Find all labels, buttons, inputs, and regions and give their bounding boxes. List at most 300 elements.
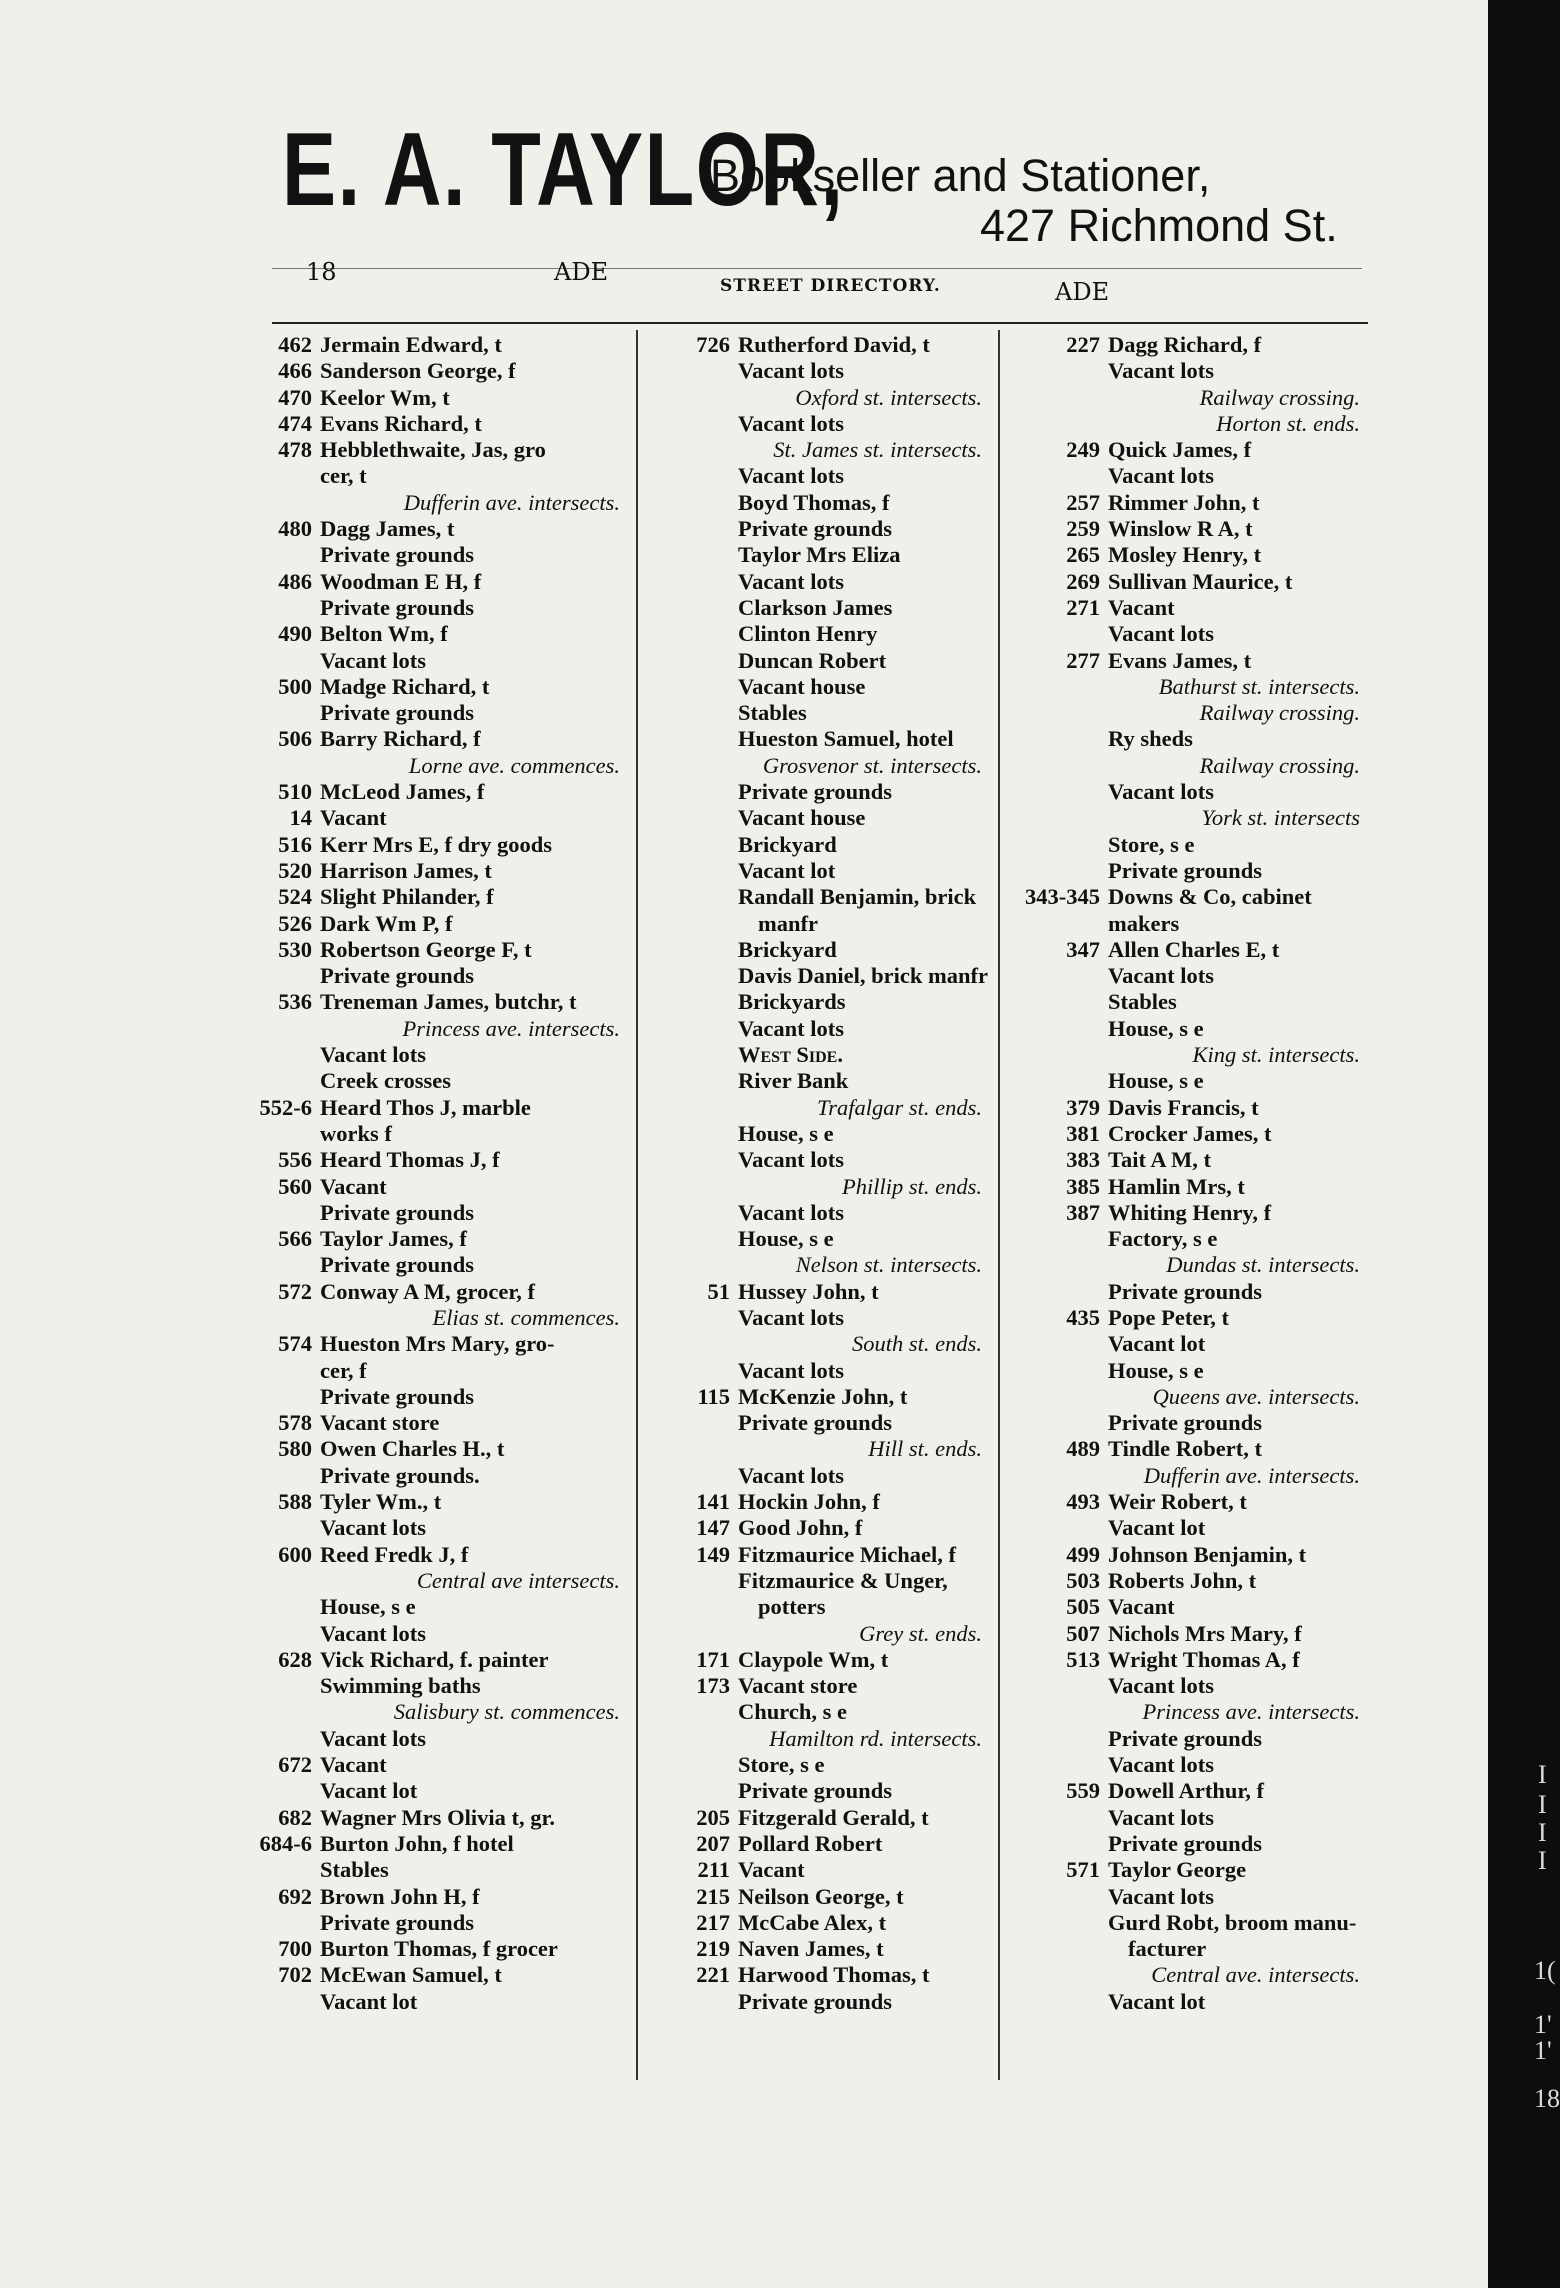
entry-text: Conway A M, grocer, f <box>320 1278 535 1304</box>
directory-entry <box>200 516 630 542</box>
entry-text: Stables <box>1108 989 1177 1015</box>
entry-text: Vacant lots <box>738 568 845 594</box>
street-number: 580 <box>278 1436 312 1462</box>
cross-street-text: Nelson st. intersects. <box>795 1252 982 1278</box>
directory-entry <box>200 1384 630 1410</box>
directory-entry <box>1000 1752 1370 1778</box>
entry-text: Vacant lots <box>738 1199 845 1225</box>
entry-text: Burton Thomas, f grocer <box>320 1936 558 1962</box>
entry-text: McKenzie John, t <box>738 1383 908 1409</box>
street-number: 600 <box>278 1541 312 1567</box>
directory-entry <box>200 1621 630 1647</box>
entry-text: Good John, f <box>738 1515 863 1541</box>
street-number: 257 <box>1066 489 1100 515</box>
entry-text: facturer <box>1128 1936 1207 1962</box>
directory-entry <box>640 805 992 831</box>
cross-street-note <box>1000 1699 1370 1725</box>
directory-entry <box>1000 1831 1370 1857</box>
street-number: 556 <box>278 1147 312 1173</box>
directory-entry <box>640 1568 992 1594</box>
entry-text: works f <box>320 1120 392 1146</box>
directory-column-1 <box>200 332 630 2015</box>
entry-text: Wagner Mrs Olivia t, gr. <box>320 1804 555 1830</box>
entry-text: Hueston Mrs Mary, gro- <box>320 1331 555 1357</box>
entry-text: Sanderson George, f <box>320 358 516 384</box>
directory-entry <box>200 1910 630 1936</box>
street-number: 572 <box>278 1278 312 1304</box>
directory-entry <box>1000 1331 1370 1357</box>
directory-entry <box>640 1463 992 1489</box>
directory-entry <box>1000 1121 1370 1147</box>
entry-text: Tyler Wm., t <box>320 1489 442 1515</box>
entry-text: Vacant lots <box>738 1462 845 1488</box>
street-number: 507 <box>1066 1620 1100 1646</box>
directory-entry <box>640 1489 992 1515</box>
cross-street-text: Central ave. intersects. <box>1151 1962 1360 1988</box>
cross-street-note <box>200 1305 630 1331</box>
entry-text: Private grounds <box>738 516 892 542</box>
directory-entry <box>200 542 630 568</box>
directory-entry <box>200 1226 630 1252</box>
edge-glyph: I <box>1538 1818 1547 1847</box>
directory-entry <box>1000 779 1370 805</box>
directory-entry <box>1000 832 1370 858</box>
directory-entry <box>200 1726 630 1752</box>
cross-street-text: Trafalgar st. ends. <box>816 1094 982 1120</box>
directory-entry <box>200 858 630 884</box>
directory-entry <box>200 1884 630 1910</box>
directory-entry <box>1000 648 1370 674</box>
street-number: 249 <box>1066 437 1100 463</box>
directory-entry <box>640 1962 992 1988</box>
street-number: 672 <box>278 1752 312 1778</box>
entry-text: Vacant lots <box>738 410 845 436</box>
directory-entry <box>200 1989 630 2015</box>
entry-text: Vacant <box>320 805 387 831</box>
entry-text: Ry sheds <box>1108 726 1193 752</box>
entry-text: Private grounds <box>1108 1278 1262 1304</box>
directory-entry <box>640 1699 992 1725</box>
entry-text: Johnson Benjamin, t <box>1108 1541 1307 1567</box>
street-number: 347 <box>1066 936 1100 962</box>
cross-street-note <box>200 1699 630 1725</box>
directory-entry <box>640 779 992 805</box>
entry-text: Weir Robert, t <box>1108 1489 1247 1515</box>
edge-glyph: 18 <box>1534 2084 1560 2113</box>
directory-entry <box>200 332 630 358</box>
entry-text: potters <box>758 1594 826 1620</box>
entry-text: Brown John H, f <box>320 1883 480 1909</box>
entry-text: Mosley Henry, t <box>1108 542 1262 568</box>
entry-text: Owen Charles H., t <box>320 1436 505 1462</box>
directory-entry <box>1000 1410 1370 1436</box>
entry-text: Gurd Robt, broom manu- <box>1108 1909 1357 1935</box>
street-number: 141 <box>696 1489 730 1515</box>
directory-entry <box>200 1831 630 1857</box>
entry-text: Private grounds <box>1108 1830 1262 1856</box>
directory-entry <box>200 1936 630 1962</box>
entry-text: Stables <box>320 1857 389 1883</box>
directory-entry <box>200 1358 630 1384</box>
street-number: 574 <box>278 1331 312 1357</box>
entry-text: Taylor George <box>1108 1857 1247 1883</box>
street-number: 211 <box>697 1857 730 1883</box>
entry-text: Vacant lot <box>320 1988 418 2014</box>
directory-entry <box>1000 1279 1370 1305</box>
cross-street-note <box>640 1252 992 1278</box>
entry-text: Vacant lot <box>1108 1331 1206 1357</box>
directory-entry <box>640 411 992 437</box>
directory-entry <box>1000 1542 1370 1568</box>
entry-text: Vacant lot <box>1108 1988 1206 2014</box>
street-number: 506 <box>278 726 312 752</box>
cross-street-text: Dundas st. intersects. <box>1166 1252 1360 1278</box>
entry-text: Vacant <box>738 1857 805 1883</box>
cross-street-text: Princess ave. intersects. <box>402 1015 620 1041</box>
entry-text: Private grounds. <box>320 1462 480 1488</box>
street-number: 173 <box>696 1673 730 1699</box>
directory-entry <box>640 1989 992 2015</box>
entry-text: Evans Richard, t <box>320 410 482 436</box>
entry-text: Treneman James, butchr, t <box>320 989 577 1015</box>
entry-text: Dagg James, t <box>320 516 455 542</box>
directory-entry <box>640 1121 992 1147</box>
cross-street-text: Dufferin ave. intersects. <box>1143 1462 1360 1488</box>
street-number: 387 <box>1066 1199 1100 1225</box>
entry-text: River Bank <box>738 1068 849 1094</box>
directory-entry <box>1000 1936 1370 1962</box>
entry-text: Taylor James, f <box>320 1226 467 1252</box>
directory-entry <box>1000 1594 1370 1620</box>
directory-entry <box>640 516 992 542</box>
directory-entry <box>200 595 630 621</box>
directory-entry <box>200 1121 630 1147</box>
street-number: 149 <box>696 1541 730 1567</box>
directory-entry <box>1000 1673 1370 1699</box>
entry-text: Vacant lots <box>738 1357 845 1383</box>
street-number: 343-345 <box>1025 884 1100 910</box>
entry-text: Vick Richard, f. painter <box>320 1646 549 1672</box>
entry-text: Belton Wm, f <box>320 621 448 647</box>
directory-entry <box>640 1068 992 1094</box>
directory-entry <box>640 1200 992 1226</box>
entry-text: Swimming baths <box>320 1673 481 1699</box>
cross-street-note <box>1000 1252 1370 1278</box>
directory-entry <box>200 1147 630 1173</box>
directory-entry <box>640 1752 992 1778</box>
entry-text: Hockin John, f <box>738 1489 880 1515</box>
entry-text: Barry Richard, f <box>320 726 481 752</box>
entry-text: cer, t <box>320 463 367 489</box>
edge-glyph: 1' <box>1534 2010 1552 2039</box>
directory-entry <box>200 1962 630 1988</box>
street-number: 505 <box>1066 1594 1100 1620</box>
entry-text: Vacant lots <box>738 1147 845 1173</box>
directory-entry <box>640 332 992 358</box>
directory-entry <box>200 1805 630 1831</box>
cross-street-text: South st. ends. <box>851 1331 982 1357</box>
directory-entry <box>200 989 630 1015</box>
directory-entry <box>200 1436 630 1462</box>
cross-street-text: Grosvenor st. intersects. <box>762 752 982 778</box>
directory-entry <box>640 963 992 989</box>
directory-entry <box>640 937 992 963</box>
entry-text: Claypole Wm, t <box>738 1646 889 1672</box>
directory-entry <box>200 1068 630 1094</box>
entry-text: Private grounds <box>320 1383 474 1409</box>
entry-text: Vacant <box>1108 1594 1175 1620</box>
street-number: 503 <box>1066 1567 1100 1593</box>
directory-entry <box>640 1410 992 1436</box>
street-number: 466 <box>278 358 312 384</box>
directory-entry <box>640 1884 992 1910</box>
directory-entry <box>1000 858 1370 884</box>
directory-entry <box>1000 989 1370 1015</box>
directory-entry <box>1000 937 1370 963</box>
street-number: 571 <box>1066 1857 1100 1883</box>
entry-text: Pope Peter, t <box>1108 1304 1229 1330</box>
left-running-key: ADE <box>554 258 609 286</box>
directory-entry <box>640 490 992 516</box>
cross-street-note <box>1000 1042 1370 1068</box>
directory-entry <box>1000 1778 1370 1804</box>
right-running-key: ADE <box>1055 278 1110 306</box>
directory-entry <box>200 726 630 752</box>
edge-glyph: I <box>1538 1846 1547 1875</box>
entry-text: House, s e <box>738 1226 834 1252</box>
street-number: 490 <box>278 621 312 647</box>
directory-entry <box>1000 1358 1370 1384</box>
entry-text: Store, s e <box>738 1752 825 1778</box>
directory-entry <box>1000 884 1370 910</box>
entry-text: Vacant lots <box>1108 463 1215 489</box>
entry-text: Factory, s e <box>1108 1226 1218 1252</box>
entry-text: Private grounds <box>738 779 892 805</box>
street-number: 205 <box>696 1804 730 1830</box>
directory-entry <box>640 1857 992 1883</box>
edge-glyph: 1' <box>1534 2036 1552 2065</box>
page-number: 18 <box>306 258 337 286</box>
entry-text: Allen Charles E, t <box>1108 936 1280 962</box>
street-number: 379 <box>1066 1094 1100 1120</box>
directory-entry <box>640 1805 992 1831</box>
entry-text: Private grounds <box>1108 1725 1262 1751</box>
directory-entry <box>200 911 630 937</box>
entry-text: Hamlin Mrs, t <box>1108 1173 1245 1199</box>
directory-entry <box>200 569 630 595</box>
cross-street-note <box>640 1331 992 1357</box>
directory-entry <box>1000 1515 1370 1541</box>
entry-text: Wright Thomas A, f <box>1108 1646 1300 1672</box>
directory-entry <box>1000 1147 1370 1173</box>
entry-text: Clinton Henry <box>738 621 878 647</box>
street-number: 524 <box>278 884 312 910</box>
street-number: 486 <box>278 568 312 594</box>
street-number: 516 <box>278 831 312 857</box>
cross-street-note <box>640 1095 992 1121</box>
street-number: 271 <box>1066 594 1100 620</box>
entry-text: Naven James, t <box>738 1936 884 1962</box>
cross-street-note <box>1000 1962 1370 1988</box>
street-number: 682 <box>278 1804 312 1830</box>
entry-text: Hueston Samuel, hotel <box>738 726 954 752</box>
entry-text: Rimmer John, t <box>1108 489 1260 515</box>
entry-text: manfr <box>758 910 818 936</box>
entry-text: Vacant lots <box>738 463 845 489</box>
entry-text: Heard Thos J, marble <box>320 1094 531 1120</box>
directory-entry <box>1000 1016 1370 1042</box>
cross-street-text: Lorne ave. commences. <box>408 752 620 778</box>
street-number: 265 <box>1066 542 1100 568</box>
directory-entry <box>200 1042 630 1068</box>
entry-text: Crocker James, t <box>1108 1120 1272 1146</box>
cross-street-note <box>640 1174 992 1200</box>
cross-street-text: Hill st. ends. <box>868 1436 982 1462</box>
cross-street-note <box>1000 1463 1370 1489</box>
directory-entry <box>200 805 630 831</box>
street-number: 702 <box>278 1962 312 1988</box>
directory-entry <box>640 542 992 568</box>
entry-text: Harwood Thomas, t <box>738 1962 930 1988</box>
directory-entry <box>1000 1621 1370 1647</box>
entry-text: Roberts John, t <box>1108 1567 1257 1593</box>
entry-text: Vacant <box>320 1173 387 1199</box>
cross-street-text: Dufferin ave. intersects. <box>403 489 620 515</box>
directory-column-2 <box>640 332 992 2015</box>
entry-text: Private grounds <box>738 1988 892 2014</box>
directory-entry <box>640 1542 992 1568</box>
entry-text: Dark Wm P, f <box>320 910 453 936</box>
directory-entry <box>200 674 630 700</box>
street-number: 692 <box>278 1883 312 1909</box>
entry-text: Vacant lots <box>738 1015 845 1041</box>
street-number: 215 <box>696 1883 730 1909</box>
entry-text: Heard Thomas J, f <box>320 1147 500 1173</box>
entry-text: Harrison James, t <box>320 857 492 883</box>
cross-street-text: Hamilton rd. intersects. <box>769 1725 982 1751</box>
directory-entry <box>200 1515 630 1541</box>
street-number: 559 <box>1066 1778 1100 1804</box>
cross-street-text: Grey st. ends. <box>859 1620 982 1646</box>
street-number: 566 <box>278 1226 312 1252</box>
entry-text: Private grounds <box>1108 1410 1262 1436</box>
directory-entry <box>640 569 992 595</box>
directory-entry <box>200 1752 630 1778</box>
directory-entry <box>1000 1910 1370 1936</box>
entry-text: McLeod James, f <box>320 779 485 805</box>
entry-text: Randall Benjamin, brick <box>738 884 977 910</box>
directory-column-3 <box>1000 332 1370 2015</box>
directory-entry <box>640 832 992 858</box>
cross-street-text: King st. intersects. <box>1192 1042 1360 1068</box>
entry-text: Tait A M, t <box>1108 1147 1211 1173</box>
book-spine <box>1488 0 1560 2288</box>
directory-entry <box>640 358 992 384</box>
directory-entry <box>1000 1305 1370 1331</box>
street-number: 462 <box>278 332 312 357</box>
street-number: 219 <box>696 1936 730 1962</box>
entry-text: makers <box>1108 910 1180 936</box>
directory-entry <box>1000 1884 1370 1910</box>
header-top-rule <box>272 268 1362 269</box>
entry-text: Store, s e <box>1108 831 1195 857</box>
street-number: 259 <box>1066 516 1100 542</box>
edge-glyph: 1( <box>1534 1956 1556 1985</box>
directory-entry <box>640 1226 992 1252</box>
directory-entry <box>200 1647 630 1673</box>
entry-text: Church, s e <box>738 1699 847 1725</box>
entry-text: Private grounds <box>320 594 474 620</box>
entry-text: Brickyard <box>738 936 837 962</box>
directory-entry <box>640 1936 992 1962</box>
entry-text: Vacant lots <box>320 1515 427 1541</box>
directory-entry <box>640 858 992 884</box>
directory-entry <box>200 463 630 489</box>
entry-text: Tindle Robert, t <box>1108 1436 1262 1462</box>
directory-entry <box>1000 1226 1370 1252</box>
cross-street-note <box>1000 805 1370 831</box>
entry-text: Boyd Thomas, f <box>738 489 890 515</box>
directory-entry <box>1000 463 1370 489</box>
entry-text: Fitzmaurice Michael, f <box>738 1541 957 1567</box>
street-number: 435 <box>1066 1304 1100 1330</box>
street-number: 217 <box>696 1909 730 1935</box>
directory-entry <box>200 385 630 411</box>
directory-entry <box>1000 1489 1370 1515</box>
directory-entry <box>200 1331 630 1357</box>
directory-entry <box>200 1778 630 1804</box>
entry-text: Woodman E H, f <box>320 568 482 594</box>
entry-text: cer, f <box>320 1357 367 1383</box>
entry-text: Vacant <box>320 1752 387 1778</box>
directory-entry <box>200 1463 630 1489</box>
entry-text: House, s e <box>1108 1015 1204 1041</box>
directory-entry <box>1000 621 1370 647</box>
street-number: 526 <box>278 910 312 936</box>
street-number: 474 <box>278 410 312 436</box>
entry-text: Vacant store <box>320 1410 440 1436</box>
entry-text: Vacant lots <box>1108 1804 1215 1830</box>
street-number: 385 <box>1066 1173 1100 1199</box>
directory-entry <box>1000 1095 1370 1121</box>
entry-text: Vacant lots <box>1108 1673 1215 1699</box>
directory-entry <box>1000 726 1370 752</box>
directory-entry <box>200 884 630 910</box>
entry-text: Vacant lots <box>1108 963 1215 989</box>
entry-text: Stables <box>738 700 807 726</box>
street-number: 489 <box>1066 1436 1100 1462</box>
entry-text: Quick James, f <box>1108 437 1252 463</box>
directory-entry <box>640 1042 992 1068</box>
directory-entry <box>1000 1726 1370 1752</box>
entry-text: Duncan Robert <box>738 647 887 673</box>
cross-street-text: Railway crossing. <box>1199 700 1360 726</box>
directory-entry <box>200 1594 630 1620</box>
directory-entry <box>200 1174 630 1200</box>
street-number: 552-6 <box>259 1094 312 1120</box>
entry-text: Private grounds <box>320 963 474 989</box>
cross-street-note <box>200 1568 630 1594</box>
cross-street-text: Elias st. commences. <box>432 1304 620 1330</box>
street-number: 207 <box>696 1830 730 1856</box>
street-number: 470 <box>278 384 312 410</box>
entry-text: Vacant house <box>738 805 866 831</box>
cross-street-note <box>1000 753 1370 779</box>
directory-entry <box>1000 1989 1370 2015</box>
directory-entry <box>640 1910 992 1936</box>
entry-text: Reed Fredk J, f <box>320 1541 469 1567</box>
cross-street-text: Bathurst st. intersects. <box>1158 673 1360 699</box>
